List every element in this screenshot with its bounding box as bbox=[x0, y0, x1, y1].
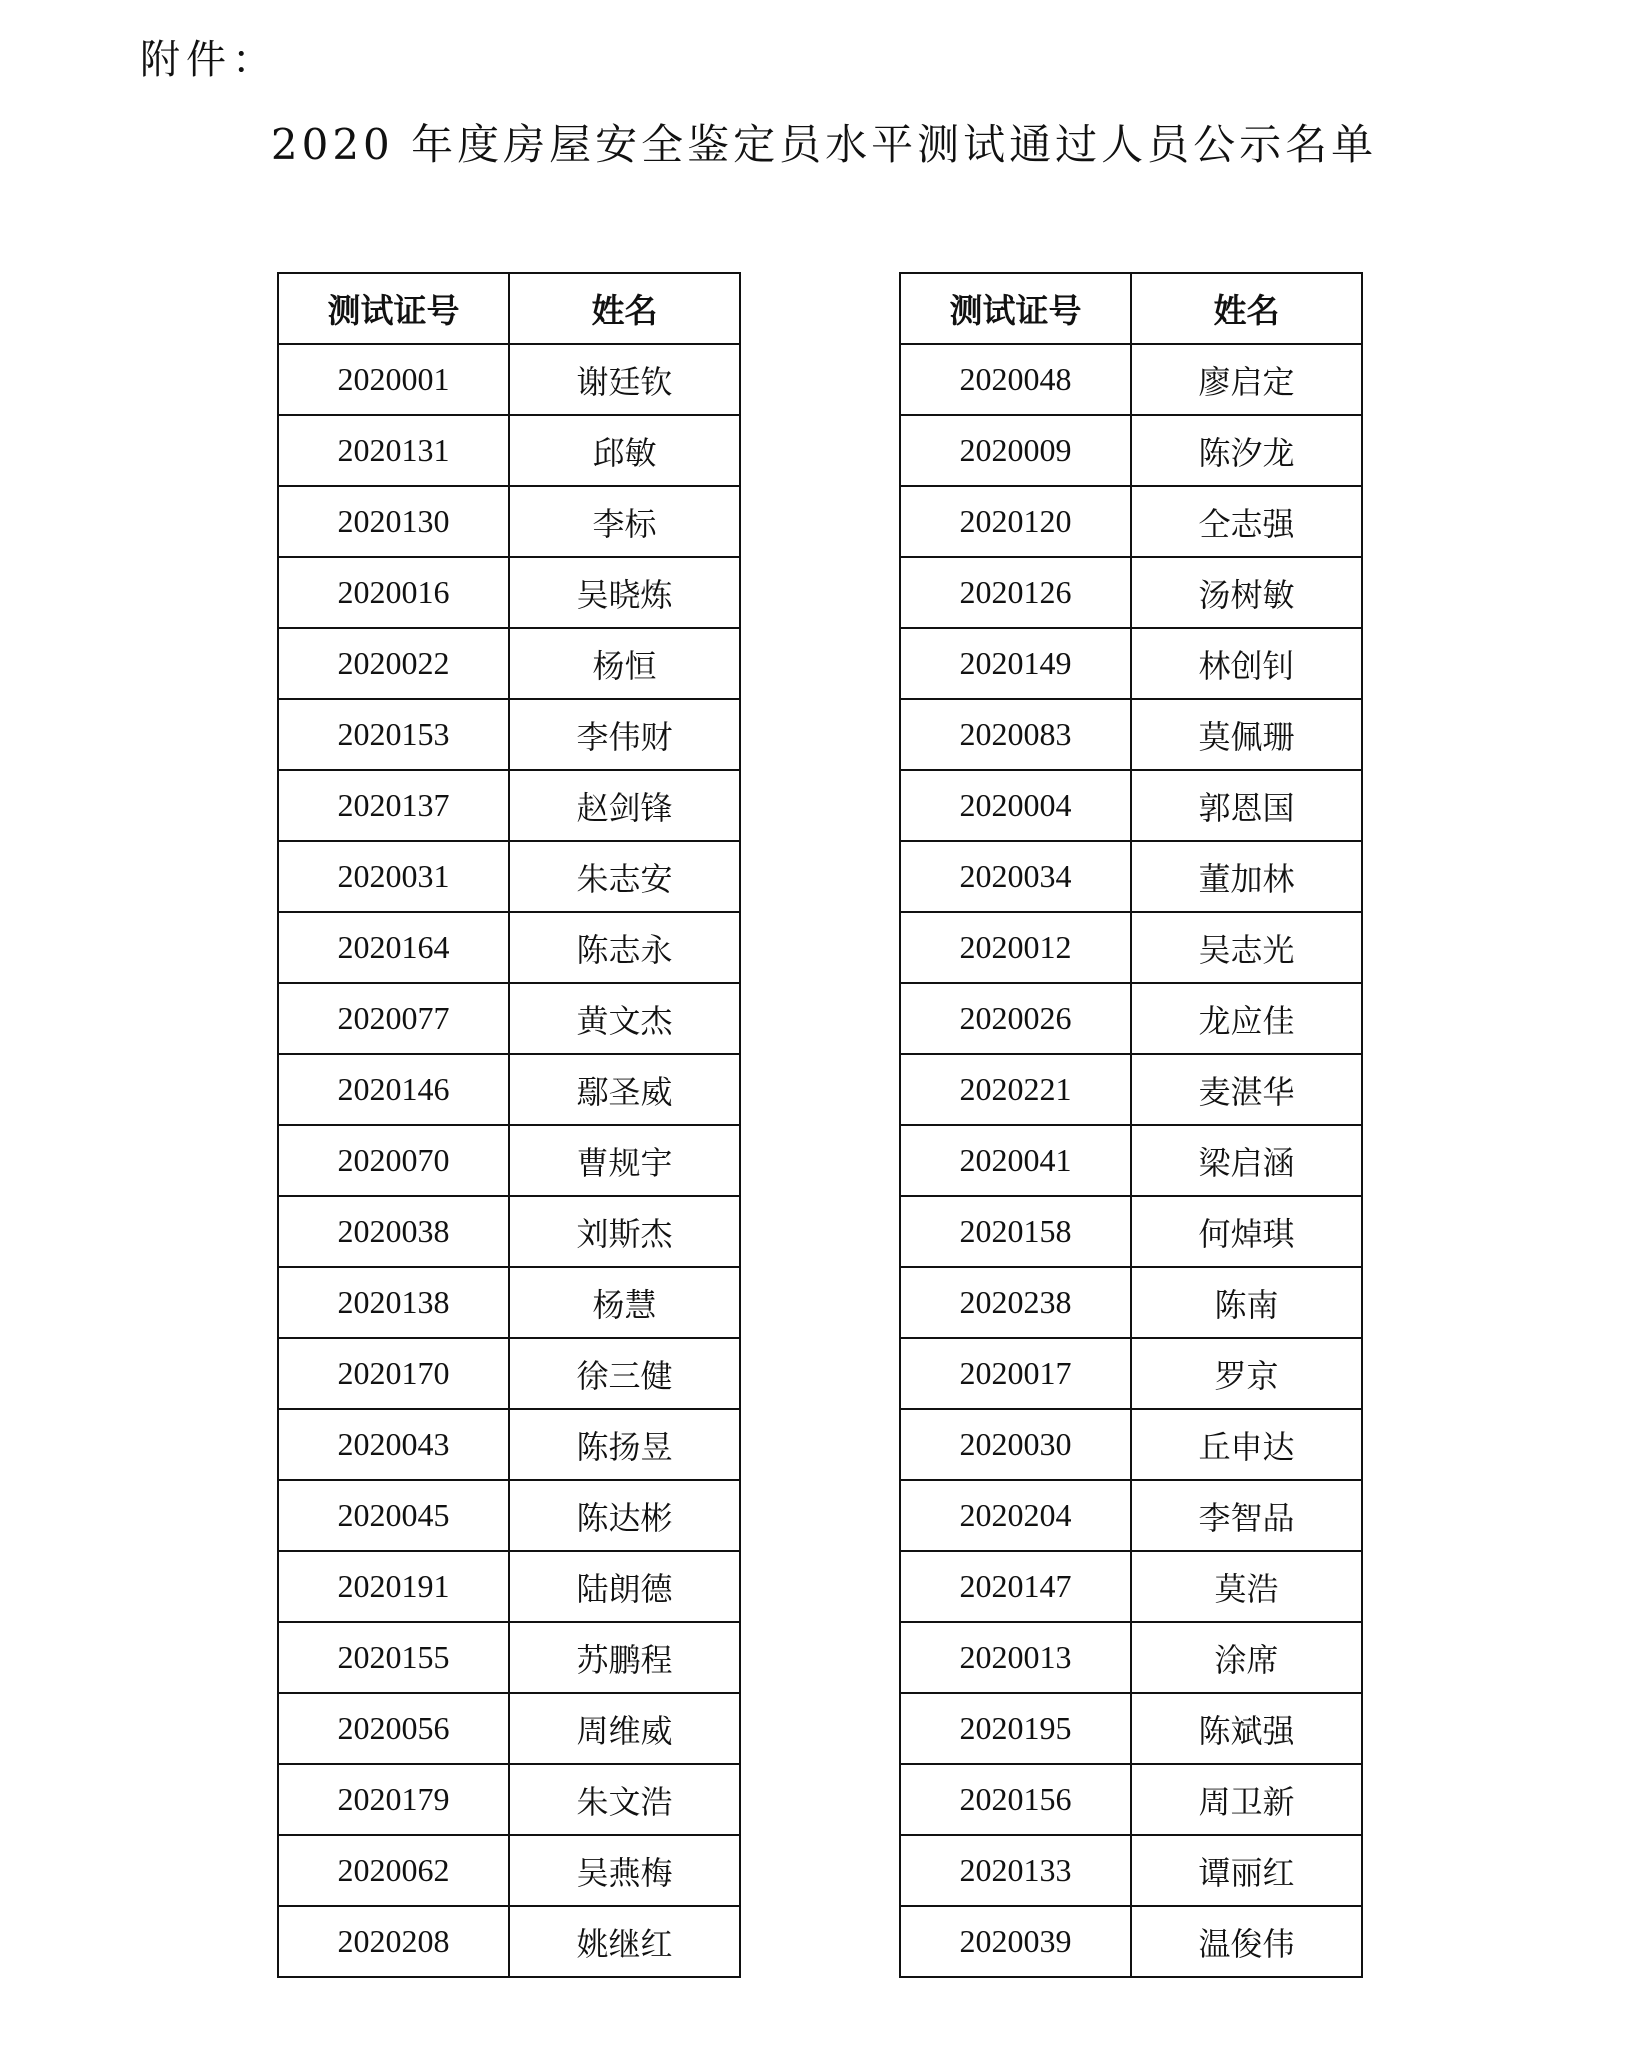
name-cell: 莫浩 bbox=[1131, 1551, 1362, 1622]
name-cell: 麦湛华 bbox=[1131, 1054, 1362, 1125]
table-row bbox=[900, 1338, 1362, 1409]
test-id-cell: 2020013 bbox=[900, 1622, 1131, 1693]
name-cell: 陈志永 bbox=[509, 912, 740, 983]
table-row bbox=[900, 1125, 1362, 1196]
test-id-cell: 2020004 bbox=[900, 770, 1131, 841]
test-id-cell: 2020170 bbox=[278, 1338, 509, 1409]
table-row bbox=[278, 1551, 740, 1622]
table-row bbox=[900, 344, 1362, 415]
table-body-right bbox=[900, 344, 1362, 1977]
name-cell: 吴燕梅 bbox=[509, 1835, 740, 1906]
name-cell: 吴晓炼 bbox=[509, 557, 740, 628]
test-id-cell: 2020017 bbox=[900, 1338, 1131, 1409]
test-id-cell: 2020195 bbox=[900, 1693, 1131, 1764]
table-header-row bbox=[900, 273, 1362, 344]
name-cell: 龙应佳 bbox=[1131, 983, 1362, 1054]
test-id-cell: 2020208 bbox=[278, 1906, 509, 1977]
test-id-cell: 2020026 bbox=[900, 983, 1131, 1054]
test-id-cell: 2020238 bbox=[900, 1267, 1131, 1338]
table-row bbox=[278, 415, 740, 486]
test-id-cell: 2020009 bbox=[900, 415, 1131, 486]
column-header-test-id: 测试证号 bbox=[900, 273, 1131, 344]
test-id-cell: 2020120 bbox=[900, 486, 1131, 557]
test-id-cell: 2020146 bbox=[278, 1054, 509, 1125]
name-cell: 莫佩珊 bbox=[1131, 699, 1362, 770]
test-id-cell: 2020022 bbox=[278, 628, 509, 699]
table-row bbox=[278, 1906, 740, 1977]
name-cell: 林创钊 bbox=[1131, 628, 1362, 699]
test-id-cell: 2020039 bbox=[900, 1906, 1131, 1977]
test-id-cell: 2020164 bbox=[278, 912, 509, 983]
test-id-cell: 2020221 bbox=[900, 1054, 1131, 1125]
test-id-cell: 2020062 bbox=[278, 1835, 509, 1906]
test-id-cell: 2020130 bbox=[278, 486, 509, 557]
table-row bbox=[278, 1409, 740, 1480]
name-cell: 陆朗德 bbox=[509, 1551, 740, 1622]
table-row bbox=[900, 415, 1362, 486]
table-row bbox=[278, 486, 740, 557]
name-cell: 杨恒 bbox=[509, 628, 740, 699]
name-cell: 梁启涵 bbox=[1131, 1125, 1362, 1196]
table-row bbox=[278, 1196, 740, 1267]
page-title: 2020 年度房屋安全鉴定员水平测试通过人员公示名单 bbox=[270, 120, 1378, 169]
table-row bbox=[278, 1267, 740, 1338]
name-cell: 周卫新 bbox=[1131, 1764, 1362, 1835]
name-cell: 徐三健 bbox=[509, 1338, 740, 1409]
test-id-cell: 2020147 bbox=[900, 1551, 1131, 1622]
table-row bbox=[900, 1906, 1362, 1977]
table-row bbox=[900, 983, 1362, 1054]
test-id-cell: 2020138 bbox=[278, 1267, 509, 1338]
name-cell: 郭恩国 bbox=[1131, 770, 1362, 841]
test-id-cell: 2020155 bbox=[278, 1622, 509, 1693]
test-id-cell: 2020077 bbox=[278, 983, 509, 1054]
table-row bbox=[278, 841, 740, 912]
name-cell: 汤树敏 bbox=[1131, 557, 1362, 628]
table-row bbox=[900, 1054, 1362, 1125]
test-id-cell: 2020126 bbox=[900, 557, 1131, 628]
column-header-name: 姓名 bbox=[509, 273, 740, 344]
table-row bbox=[278, 983, 740, 1054]
test-id-cell: 2020048 bbox=[900, 344, 1131, 415]
table-row bbox=[278, 1338, 740, 1409]
table-row bbox=[278, 912, 740, 983]
name-cell: 吴志光 bbox=[1131, 912, 1362, 983]
name-cell: 杨慧 bbox=[509, 1267, 740, 1338]
table-row bbox=[278, 1764, 740, 1835]
table-row bbox=[900, 841, 1362, 912]
table-row bbox=[900, 628, 1362, 699]
name-cell: 丘申达 bbox=[1131, 1409, 1362, 1480]
table-row bbox=[278, 1125, 740, 1196]
name-cell: 何焯琪 bbox=[1131, 1196, 1362, 1267]
table-header-row bbox=[278, 273, 740, 344]
column-header-test-id: 测试证号 bbox=[278, 273, 509, 344]
test-id-cell: 2020083 bbox=[900, 699, 1131, 770]
test-id-cell: 2020030 bbox=[900, 1409, 1131, 1480]
name-cell: 陈扬昱 bbox=[509, 1409, 740, 1480]
table-row bbox=[900, 1622, 1362, 1693]
roster-table-right bbox=[899, 272, 1363, 1978]
test-id-cell: 2020156 bbox=[900, 1764, 1131, 1835]
table-row bbox=[900, 1835, 1362, 1906]
name-cell: 陈斌强 bbox=[1131, 1693, 1362, 1764]
name-cell: 陈达彬 bbox=[509, 1480, 740, 1551]
table-row bbox=[900, 699, 1362, 770]
test-id-cell: 2020001 bbox=[278, 344, 509, 415]
name-cell: 仝志强 bbox=[1131, 486, 1362, 557]
name-cell: 廖启定 bbox=[1131, 344, 1362, 415]
test-id-cell: 2020179 bbox=[278, 1764, 509, 1835]
name-cell: 李智品 bbox=[1131, 1480, 1362, 1551]
table-row bbox=[278, 770, 740, 841]
test-id-cell: 2020056 bbox=[278, 1693, 509, 1764]
name-cell: 朱文浩 bbox=[509, 1764, 740, 1835]
test-id-cell: 2020158 bbox=[900, 1196, 1131, 1267]
test-id-cell: 2020149 bbox=[900, 628, 1131, 699]
name-cell: 赵剑锋 bbox=[509, 770, 740, 841]
test-id-cell: 2020191 bbox=[278, 1551, 509, 1622]
name-cell: 董加林 bbox=[1131, 841, 1362, 912]
table-row bbox=[900, 1267, 1362, 1338]
name-cell: 苏鹏程 bbox=[509, 1622, 740, 1693]
table-row bbox=[900, 770, 1362, 841]
test-id-cell: 2020045 bbox=[278, 1480, 509, 1551]
table-row bbox=[900, 1480, 1362, 1551]
name-cell: 李标 bbox=[509, 486, 740, 557]
name-cell: 邱敏 bbox=[509, 415, 740, 486]
column-header-name: 姓名 bbox=[1131, 273, 1362, 344]
name-cell: 朱志安 bbox=[509, 841, 740, 912]
table-row bbox=[278, 1693, 740, 1764]
attachment-label: 附件： bbox=[140, 37, 278, 83]
name-cell: 陈汐龙 bbox=[1131, 415, 1362, 486]
table-row bbox=[278, 1622, 740, 1693]
name-cell: 曹规宇 bbox=[509, 1125, 740, 1196]
table-row bbox=[278, 1835, 740, 1906]
table-row bbox=[900, 486, 1362, 557]
name-cell: 涂席 bbox=[1131, 1622, 1362, 1693]
table-body-left bbox=[278, 344, 740, 1977]
table-row bbox=[278, 699, 740, 770]
name-cell: 谢廷钦 bbox=[509, 344, 740, 415]
name-cell: 罗京 bbox=[1131, 1338, 1362, 1409]
table-row bbox=[900, 1551, 1362, 1622]
table-row bbox=[900, 557, 1362, 628]
test-id-cell: 2020034 bbox=[900, 841, 1131, 912]
name-cell: 黄文杰 bbox=[509, 983, 740, 1054]
test-id-cell: 2020031 bbox=[278, 841, 509, 912]
test-id-cell: 2020131 bbox=[278, 415, 509, 486]
name-cell: 温俊伟 bbox=[1131, 1906, 1362, 1977]
test-id-cell: 2020041 bbox=[900, 1125, 1131, 1196]
table-row bbox=[278, 557, 740, 628]
test-id-cell: 2020012 bbox=[900, 912, 1131, 983]
test-id-cell: 2020153 bbox=[278, 699, 509, 770]
test-id-cell: 2020204 bbox=[900, 1480, 1131, 1551]
table-row bbox=[278, 344, 740, 415]
table-row bbox=[900, 1693, 1362, 1764]
test-id-cell: 2020016 bbox=[278, 557, 509, 628]
table-row bbox=[900, 1764, 1362, 1835]
test-id-cell: 2020043 bbox=[278, 1409, 509, 1480]
name-cell: 鄢圣威 bbox=[509, 1054, 740, 1125]
name-cell: 李伟财 bbox=[509, 699, 740, 770]
name-cell: 谭丽红 bbox=[1131, 1835, 1362, 1906]
table-row bbox=[278, 1480, 740, 1551]
test-id-cell: 2020137 bbox=[278, 770, 509, 841]
table-row bbox=[900, 1196, 1362, 1267]
name-cell: 刘斯杰 bbox=[509, 1196, 740, 1267]
test-id-cell: 2020070 bbox=[278, 1125, 509, 1196]
name-cell: 陈南 bbox=[1131, 1267, 1362, 1338]
test-id-cell: 2020038 bbox=[278, 1196, 509, 1267]
table-row bbox=[900, 912, 1362, 983]
test-id-cell: 2020133 bbox=[900, 1835, 1131, 1906]
name-cell: 姚继红 bbox=[509, 1906, 740, 1977]
table-row bbox=[278, 1054, 740, 1125]
roster-table-left bbox=[277, 272, 741, 1978]
table-row bbox=[278, 628, 740, 699]
table-row bbox=[900, 1409, 1362, 1480]
name-cell: 周维威 bbox=[509, 1693, 740, 1764]
